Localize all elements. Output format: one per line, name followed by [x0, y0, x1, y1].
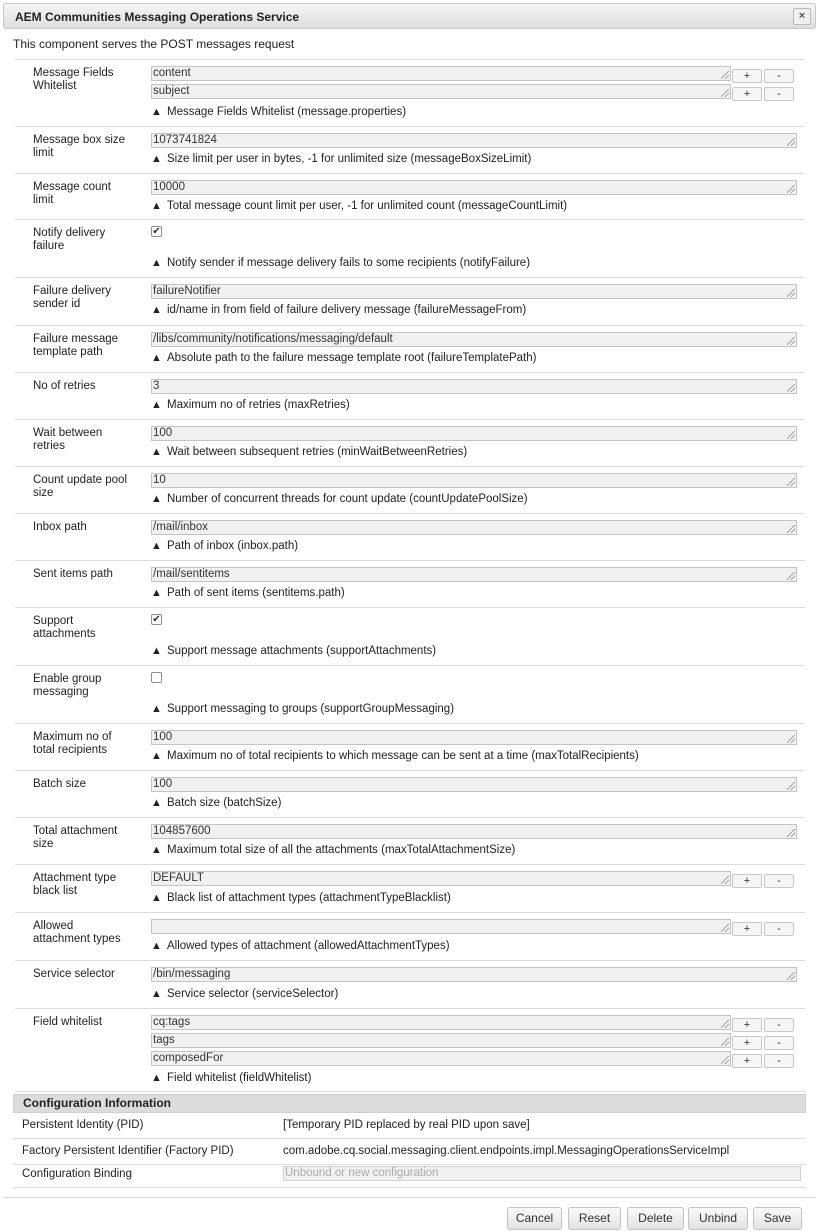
field-label: No of retries [33, 380, 96, 392]
add-entry-button[interactable]: + [732, 69, 762, 83]
box-size-input[interactable]: 1073741824 [151, 133, 797, 148]
row-total-attachment-size [15, 817, 805, 864]
single-field [151, 473, 797, 488]
remove-entry-button[interactable]: - [764, 69, 794, 83]
row-message-fields-whitelist [15, 59, 805, 126]
service-selector-input[interactable]: /bin/messaging [151, 967, 797, 982]
field-label: Allowed attachment types [33, 920, 121, 945]
warning-icon: ▲ [151, 797, 162, 809]
pool-size-input[interactable]: 10 [151, 473, 797, 488]
remove-entry-button[interactable]: - [764, 1054, 794, 1068]
field-hint: ▲ Wait between subsequent retries (minWaitBetweenRetries) [151, 446, 468, 458]
field-hint: ▲ Maximum no of retries (maxRetries) [151, 399, 350, 411]
checkbox-field [151, 614, 797, 625]
multi-entry [151, 84, 797, 102]
multi-field [151, 871, 797, 889]
field-label: Failure message template path [33, 333, 119, 358]
dialog-titlebar [3, 3, 816, 29]
row-wait-retries [15, 419, 805, 466]
field-label: Message box size limit [33, 134, 126, 159]
multi-field [151, 66, 797, 102]
field-hint: ▲ Service selector (serviceSelector) [151, 988, 339, 1000]
field-hint: ▲ Total message count limit per user, -1 for unlimited count (messageCountLimit) [151, 200, 568, 212]
warning-icon: ▲ [151, 988, 162, 1000]
warning-icon: ▲ [151, 106, 162, 118]
warning-icon: ▲ [151, 257, 162, 269]
field-hint: ▲ Maximum total size of all the attachments (maxTotalAttachmentSize) [151, 844, 516, 856]
multi-entry [151, 1015, 797, 1033]
single-field [151, 967, 797, 982]
dialog-title: AEM Communities Messaging Operations Service [15, 10, 300, 24]
field-label: Count update pool size [33, 474, 127, 499]
row-service-selector [15, 960, 805, 1008]
batch-size-input[interactable]: 100 [151, 777, 797, 792]
field-label: Maximum no of total recipients [33, 731, 112, 756]
single-field [151, 332, 797, 347]
notify-failure-checkbox[interactable]: ✔ [152, 226, 161, 237]
warning-icon: ▲ [151, 540, 162, 552]
row-failure-template [15, 325, 805, 372]
row-retries [15, 372, 805, 419]
row-pool-size [15, 466, 805, 513]
field-hint: ▲ Black list of attachment types (attachmentTypeBlacklist) [151, 892, 451, 904]
single-field [151, 520, 797, 535]
save-button[interactable]: Save [753, 1207, 802, 1230]
inbox-path-input[interactable]: /mail/inbox [151, 520, 797, 535]
field-whitelist-input[interactable]: tags [151, 1033, 731, 1048]
single-field [151, 180, 797, 195]
warning-icon: ▲ [151, 750, 162, 762]
field-hint: ▲ Maximum no of total recipients to which message can be sent at a time (maxTotalRecipients) [151, 750, 639, 762]
binding-input[interactable]: Unbound or new configuration [283, 1166, 801, 1181]
blacklist-input[interactable]: DEFAULT [151, 871, 731, 886]
field-hint: ▲ Message Fields Whitelist (message.properties) [151, 106, 407, 118]
field-hint: ▲ Support message attachments (supportAttachments) [151, 645, 437, 657]
retries-input[interactable]: 3 [151, 379, 797, 394]
remove-entry-button[interactable]: - [764, 874, 794, 888]
add-entry-button[interactable]: + [732, 87, 762, 101]
close-icon[interactable]: × [793, 8, 811, 25]
field-hint: ▲ Number of concurrent threads for count update (countUpdatePoolSize) [151, 493, 528, 505]
failure-template-input[interactable]: /libs/community/notifications/messaging/default [151, 332, 797, 347]
warning-icon: ▲ [151, 703, 162, 715]
add-entry-button[interactable]: + [732, 1054, 762, 1068]
remove-entry-button[interactable]: - [764, 922, 794, 936]
field-whitelist-input[interactable]: composedFor [151, 1051, 731, 1066]
row-box-size-limit [15, 126, 805, 173]
single-field [151, 426, 797, 441]
field-label: Enable group messaging [33, 673, 102, 698]
warning-icon: ▲ [151, 200, 162, 212]
field-hint: ▲ Size limit per user in bytes, -1 for unlimited size (messageBoxSizeLimit) [151, 153, 532, 165]
add-entry-button[interactable]: + [732, 874, 762, 888]
row-field-whitelist [15, 1008, 805, 1092]
max-recipients-input[interactable]: 100 [151, 730, 797, 745]
warning-icon: ▲ [151, 844, 162, 856]
row-sent-path [15, 560, 805, 607]
field-whitelist-input[interactable]: cq:tags [151, 1015, 731, 1030]
total-attachment-input[interactable]: 104857600 [151, 824, 797, 839]
single-field [151, 133, 797, 148]
add-entry-button[interactable]: + [732, 1018, 762, 1032]
sent-path-input[interactable]: /mail/sentitems [151, 567, 797, 582]
row-max-recipients [15, 723, 805, 770]
warning-icon: ▲ [151, 446, 162, 458]
single-field [151, 379, 797, 394]
cancel-button[interactable]: Cancel [507, 1207, 562, 1230]
remove-entry-button[interactable]: - [764, 87, 794, 101]
field-hint: ▲ Batch size (batchSize) [151, 797, 282, 809]
row-allowed-attachments [15, 912, 805, 960]
multi-entry [151, 1033, 797, 1051]
delete-button[interactable]: Delete [627, 1207, 684, 1230]
warning-icon: ▲ [151, 645, 162, 657]
dialog-description: This component serves the POST messages request [13, 37, 295, 51]
checkbox-field [151, 672, 797, 683]
factory-pid-value: com.adobe.cq.social.messaging.client.endpoints.impl.MessagingOperationsServiceImpl [283, 1145, 730, 1157]
binding-row [13, 1162, 806, 1188]
warning-icon: ▲ [151, 493, 162, 505]
row-support-attachments [15, 607, 805, 665]
field-hint: ▲ Field whitelist (fieldWhitelist) [151, 1072, 312, 1084]
multi-field [151, 919, 797, 937]
row-group-messaging [15, 665, 805, 723]
warning-icon: ▲ [151, 304, 162, 316]
checkbox-field [151, 226, 797, 237]
warning-icon: ▲ [151, 892, 162, 904]
add-entry-button[interactable]: + [732, 922, 762, 936]
field-hint: ▲ Path of inbox (inbox.path) [151, 540, 299, 552]
field-label: Field whitelist [33, 1016, 103, 1028]
field-label: Total attachment size [33, 825, 118, 850]
factory-pid-label: Factory Persistent Identifier (Factory PID) [22, 1145, 234, 1157]
pid-row [13, 1113, 806, 1139]
field-label: Message Fields Whitelist [33, 67, 114, 92]
warning-icon: ▲ [151, 940, 162, 952]
row-count-limit [15, 173, 805, 219]
single-field [151, 730, 797, 745]
field-hint: ▲ Path of sent items (sentitems.path) [151, 587, 345, 599]
row-failure-sender [15, 277, 805, 325]
wait-input[interactable]: 100 [151, 426, 797, 441]
field-label: Batch size [33, 778, 87, 790]
multi-entry [151, 66, 797, 84]
field-hint: ▲ Allowed types of attachment (allowedAttachmentTypes) [151, 940, 450, 952]
row-notify-failure [15, 219, 805, 277]
warning-icon: ▲ [151, 587, 162, 599]
row-inbox-path [15, 513, 805, 560]
field-label: Inbox path [33, 521, 87, 533]
footer-divider [3, 1197, 816, 1198]
field-label: Notify delivery failure [33, 227, 106, 252]
field-hint: ▲ Notify sender if message delivery fails to some recipients (notifyFailure) [151, 257, 531, 269]
multi-field [151, 1015, 797, 1069]
single-field [151, 284, 797, 299]
single-field [151, 824, 797, 839]
remove-entry-button[interactable]: - [764, 1036, 794, 1050]
group-messaging-checkbox[interactable] [151, 672, 162, 683]
config-info-header: Configuration Information [13, 1094, 806, 1113]
field-label: Wait between retries [33, 427, 103, 452]
count-limit-input[interactable]: 10000 [151, 180, 797, 195]
unbind-button[interactable]: Unbind [688, 1207, 748, 1230]
row-batch-size [15, 770, 805, 817]
field-hint: ▲ id/name in from field of failure delivery message (failureMessageFrom) [151, 304, 527, 316]
remove-entry-button[interactable]: - [764, 1018, 794, 1032]
binding-label: Configuration Binding [22, 1168, 132, 1180]
pid-label: Persistent Identity (PID) [22, 1119, 144, 1131]
field-label: Sent items path [33, 568, 113, 580]
message-field-input[interactable]: subject [151, 84, 731, 99]
multi-entry [151, 919, 797, 937]
warning-icon: ▲ [151, 399, 162, 411]
pid-value: [Temporary PID replaced by real PID upon save] [283, 1119, 530, 1131]
warning-icon: ▲ [151, 1072, 162, 1084]
failure-sender-input[interactable]: failureNotifier [151, 284, 797, 299]
field-label: Failure delivery sender id [33, 285, 111, 310]
field-label: Attachment type black list [33, 872, 117, 897]
message-field-input[interactable]: content [151, 66, 731, 81]
add-entry-button[interactable]: + [732, 1036, 762, 1050]
warning-icon: ▲ [151, 153, 162, 165]
config-form [15, 59, 805, 1092]
field-hint: ▲ Absolute path to the failure message template root (failureTemplatePath) [151, 352, 537, 364]
multi-entry [151, 871, 797, 889]
field-label: Message count limit [33, 181, 111, 206]
reset-button[interactable]: Reset [568, 1207, 621, 1230]
allowed-types-input[interactable] [151, 919, 731, 934]
field-label: Support attachments [33, 615, 96, 640]
multi-entry [151, 1051, 797, 1069]
single-field [151, 567, 797, 582]
support-attachments-checkbox[interactable]: ✔ [152, 614, 161, 625]
row-attachment-blacklist [15, 864, 805, 912]
single-field [151, 777, 797, 792]
field-hint: ▲ Support messaging to groups (supportGroupMessaging) [151, 703, 455, 715]
field-label: Service selector [33, 968, 115, 980]
warning-icon: ▲ [151, 352, 162, 364]
